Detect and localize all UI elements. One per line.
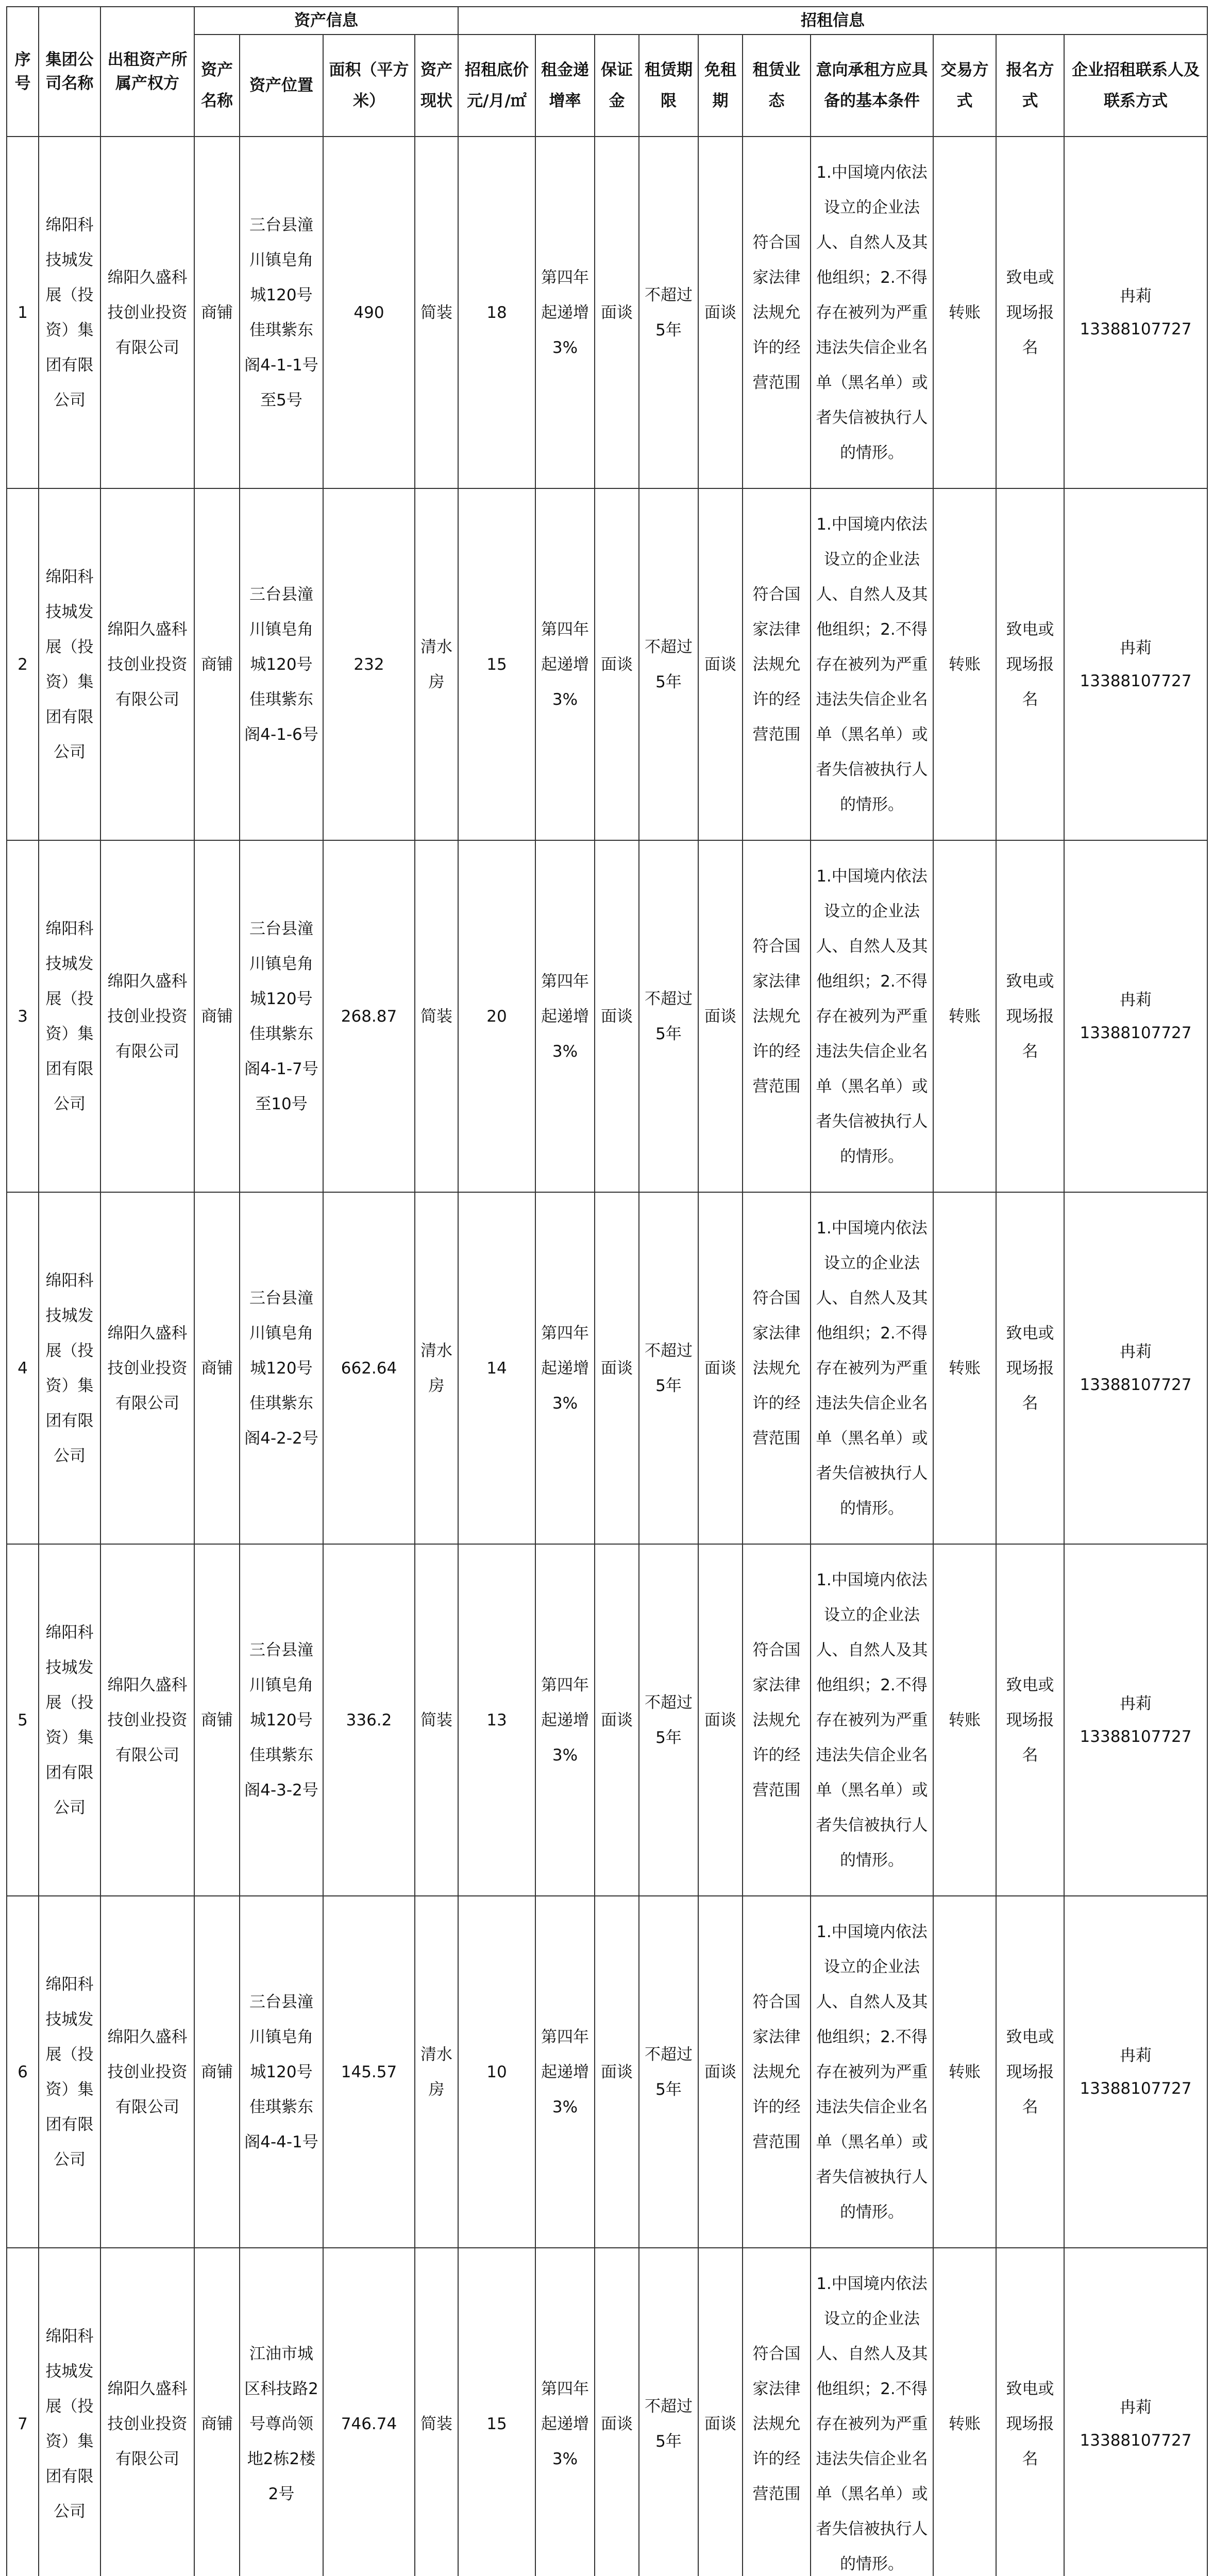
contact-name: 冉莉 (1120, 2046, 1152, 2065)
seq-cell: 7 (7, 2248, 39, 2576)
status-cell: 清水房 (415, 1896, 458, 2248)
status-cell: 简装 (415, 137, 458, 488)
payment-cell: 转账 (933, 2248, 996, 2576)
table-row (7, 840, 1207, 1192)
col-status: 资产现状 (415, 35, 458, 137)
col-tender-info: 招租信息 (458, 7, 1207, 35)
payment-cell: 转账 (933, 840, 996, 1192)
table-row (7, 1192, 1207, 1544)
term-cell: 不超过5年 (639, 840, 698, 1192)
area-cell: 662.64 (323, 1192, 415, 1544)
free-period-cell: 面谈 (698, 137, 743, 488)
contact-cell (1064, 137, 1207, 488)
contact-cell (1064, 1896, 1207, 2248)
group-cell: 绵阳科技城发展（投资）集团有限公司 (39, 1192, 100, 1544)
contact-phone: 13388107727 (1080, 2431, 1192, 2450)
col-asset-location: 资产位置 (240, 35, 323, 137)
col-seq: 序号 (7, 7, 39, 137)
owner-cell: 绵阳久盛科技创业投资有限公司 (100, 1192, 194, 1544)
col-deposit: 保证金 (595, 35, 639, 137)
asset-location-cell: 三台县潼川镇皂角城120号佳琪紫东阁4-3-2号 (240, 1544, 323, 1896)
contact-cell (1064, 488, 1207, 840)
register-cell: 致电或现场报名 (996, 488, 1064, 840)
free-period-cell: 面谈 (698, 2248, 743, 2576)
owner-cell: 绵阳久盛科技创业投资有限公司 (100, 1544, 194, 1896)
group-cell: 绵阳科技城发展（投资）集团有限公司 (39, 1544, 100, 1896)
register-cell: 致电或现场报名 (996, 1544, 1064, 1896)
col-free-period: 免租期 (698, 35, 743, 137)
conditions-cell: 1.中国境内依法设立的企业法人、自然人及其他组织；2.不得存在被列为严重违法失信企业名单（黑名单）或者失信被执行人的情形。 (811, 2248, 933, 2576)
table-row (7, 488, 1207, 840)
base-price-cell: 10 (458, 1896, 535, 2248)
owner-cell: 绵阳久盛科技创业投资有限公司 (100, 137, 194, 488)
col-contact: 企业招租联系人及联系方式 (1064, 35, 1207, 137)
contact-phone: 13388107727 (1080, 319, 1192, 338)
business-cell: 符合国家法律法规允许的经营范围 (743, 137, 811, 488)
contact-name: 冉莉 (1120, 990, 1152, 1009)
deposit-cell: 面谈 (595, 1896, 639, 2248)
group-cell: 绵阳科技城发展（投资）集团有限公司 (39, 137, 100, 488)
deposit-cell: 面谈 (595, 488, 639, 840)
increase-rate-cell: 第四年起递增3% (535, 1544, 595, 1896)
conditions-cell: 1.中国境内依法设立的企业法人、自然人及其他组织；2.不得存在被列为严重违法失信企业名单（黑名单）或者失信被执行人的情形。 (811, 1544, 933, 1896)
col-term: 租赁期限 (639, 35, 698, 137)
contact-cell (1064, 1192, 1207, 1544)
group-cell: 绵阳科技城发展（投资）集团有限公司 (39, 1896, 100, 2248)
area-cell: 232 (323, 488, 415, 840)
table-body (7, 137, 1207, 2576)
table-row (7, 1896, 1207, 2248)
asset-name-cell: 商铺 (194, 2248, 240, 2576)
business-cell: 符合国家法律法规允许的经营范围 (743, 488, 811, 840)
col-group: 集团公司名称 (39, 7, 100, 137)
base-price-cell: 15 (458, 2248, 535, 2576)
deposit-cell: 面谈 (595, 840, 639, 1192)
asset-location-cell: 江油市城区科技路2号尊尚领地2栋2楼2号 (240, 2248, 323, 2576)
register-cell: 致电或现场报名 (996, 840, 1064, 1192)
increase-rate-cell: 第四年起递增3% (535, 488, 595, 840)
payment-cell: 转账 (933, 488, 996, 840)
contact-name: 冉莉 (1120, 1342, 1152, 1361)
contact-phone: 13388107727 (1080, 671, 1192, 690)
status-cell: 简装 (415, 1544, 458, 1896)
status-cell: 简装 (415, 840, 458, 1192)
col-asset-name: 资产名称 (194, 35, 240, 137)
group-cell: 绵阳科技城发展（投资）集团有限公司 (39, 840, 100, 1192)
seq-cell: 1 (7, 137, 39, 488)
owner-cell: 绵阳久盛科技创业投资有限公司 (100, 2248, 194, 2576)
business-cell: 符合国家法律法规允许的经营范围 (743, 1896, 811, 2248)
contact-phone: 13388107727 (1080, 1727, 1192, 1746)
area-cell: 336.2 (323, 1544, 415, 1896)
payment-cell: 转账 (933, 137, 996, 488)
col-payment: 交易方式 (933, 35, 996, 137)
contact-name: 冉莉 (1120, 286, 1152, 306)
conditions-cell: 1.中国境内依法设立的企业法人、自然人及其他组织；2.不得存在被列为严重违法失信企业名单（黑名单）或者失信被执行人的情形。 (811, 137, 933, 488)
contact-phone: 13388107727 (1080, 1375, 1192, 1394)
term-cell: 不超过5年 (639, 488, 698, 840)
conditions-cell: 1.中国境内依法设立的企业法人、自然人及其他组织；2.不得存在被列为严重违法失信企业名单（黑名单）或者失信被执行人的情形。 (811, 1192, 933, 1544)
increase-rate-cell: 第四年起递增3% (535, 1192, 595, 1544)
deposit-cell: 面谈 (595, 137, 639, 488)
conditions-cell: 1.中国境内依法设立的企业法人、自然人及其他组织；2.不得存在被列为严重违法失信企业名单（黑名单）或者失信被执行人的情形。 (811, 488, 933, 840)
col-asset-info: 资产信息 (194, 7, 458, 35)
seq-cell: 3 (7, 840, 39, 1192)
asset-name-cell: 商铺 (194, 1192, 240, 1544)
term-cell: 不超过5年 (639, 1192, 698, 1544)
asset-name-cell: 商铺 (194, 137, 240, 488)
term-cell: 不超过5年 (639, 1896, 698, 2248)
free-period-cell: 面谈 (698, 1192, 743, 1544)
contact-name: 冉莉 (1120, 2398, 1152, 2417)
register-cell: 致电或现场报名 (996, 1896, 1064, 2248)
deposit-cell: 面谈 (595, 1192, 639, 1544)
table-row (7, 2248, 1207, 2576)
register-cell: 致电或现场报名 (996, 2248, 1064, 2576)
contact-name: 冉莉 (1120, 1694, 1152, 1713)
status-cell: 简装 (415, 2248, 458, 2576)
col-owner: 出租资产所属产权方 (100, 7, 194, 137)
deposit-cell: 面谈 (595, 2248, 639, 2576)
seq-cell: 2 (7, 488, 39, 840)
increase-rate-cell: 第四年起递增3% (535, 2248, 595, 2576)
base-price-cell: 18 (458, 137, 535, 488)
area-cell: 145.57 (323, 1896, 415, 2248)
payment-cell: 转账 (933, 1192, 996, 1544)
owner-cell: 绵阳久盛科技创业投资有限公司 (100, 1896, 194, 2248)
contact-phone: 13388107727 (1080, 2079, 1192, 2098)
business-cell: 符合国家法律法规允许的经营范围 (743, 2248, 811, 2576)
conditions-cell: 1.中国境内依法设立的企业法人、自然人及其他组织；2.不得存在被列为严重违法失信企业名单（黑名单）或者失信被执行人的情形。 (811, 840, 933, 1192)
free-period-cell: 面谈 (698, 840, 743, 1192)
register-cell: 致电或现场报名 (996, 137, 1064, 488)
lease-table (6, 6, 1208, 2576)
conditions-cell: 1.中国境内依法设立的企业法人、自然人及其他组织；2.不得存在被列为严重违法失信企业名单（黑名单）或者失信被执行人的情形。 (811, 1896, 933, 2248)
col-base-price: 招租底价元/月/㎡ (458, 35, 535, 137)
status-cell: 清水房 (415, 1192, 458, 1544)
base-price-cell: 14 (458, 1192, 535, 1544)
area-cell: 746.74 (323, 2248, 415, 2576)
increase-rate-cell: 第四年起递增3% (535, 1896, 595, 2248)
asset-location-cell: 三台县潼川镇皂角城120号佳琪紫东阁4-4-1号 (240, 1896, 323, 2248)
payment-cell: 转账 (933, 1896, 996, 2248)
deposit-cell: 面谈 (595, 1544, 639, 1896)
asset-name-cell: 商铺 (194, 1896, 240, 2248)
increase-rate-cell: 第四年起递增3% (535, 840, 595, 1192)
base-price-cell: 13 (458, 1544, 535, 1896)
payment-cell: 转账 (933, 1544, 996, 1896)
asset-location-cell: 三台县潼川镇皂角城120号佳琪紫东阁4-2-2号 (240, 1192, 323, 1544)
free-period-cell: 面谈 (698, 488, 743, 840)
business-cell: 符合国家法律法规允许的经营范围 (743, 840, 811, 1192)
header-row-top (7, 7, 1207, 35)
term-cell: 不超过5年 (639, 2248, 698, 2576)
owner-cell: 绵阳久盛科技创业投资有限公司 (100, 840, 194, 1192)
contact-cell (1064, 840, 1207, 1192)
contact-cell (1064, 2248, 1207, 2576)
base-price-cell: 20 (458, 840, 535, 1192)
col-area: 面积（平方米） (323, 35, 415, 137)
increase-rate-cell: 第四年起递增3% (535, 137, 595, 488)
term-cell: 不超过5年 (639, 137, 698, 488)
term-cell: 不超过5年 (639, 1544, 698, 1896)
status-cell: 清水房 (415, 488, 458, 840)
asset-location-cell: 三台县潼川镇皂角城120号佳琪紫东阁4-1-6号 (240, 488, 323, 840)
contact-cell (1064, 1544, 1207, 1896)
group-cell: 绵阳科技城发展（投资）集团有限公司 (39, 488, 100, 840)
asset-location-cell: 三台县潼川镇皂角城120号佳琪紫东阁4-1-7号至10号 (240, 840, 323, 1192)
register-cell: 致电或现场报名 (996, 1192, 1064, 1544)
owner-cell: 绵阳久盛科技创业投资有限公司 (100, 488, 194, 840)
asset-name-cell: 商铺 (194, 840, 240, 1192)
table-row (7, 137, 1207, 488)
area-cell: 490 (323, 137, 415, 488)
business-cell: 符合国家法律法规允许的经营范围 (743, 1544, 811, 1896)
seq-cell: 6 (7, 1896, 39, 2248)
col-register: 报名方式 (996, 35, 1064, 137)
asset-name-cell: 商铺 (194, 488, 240, 840)
free-period-cell: 面谈 (698, 1544, 743, 1896)
contact-phone: 13388107727 (1080, 1023, 1192, 1042)
business-cell: 符合国家法律法规允许的经营范围 (743, 1192, 811, 1544)
asset-name-cell: 商铺 (194, 1544, 240, 1896)
seq-cell: 5 (7, 1544, 39, 1896)
col-increase-rate: 租金递增率 (535, 35, 595, 137)
table-row (7, 1544, 1207, 1896)
contact-name: 冉莉 (1120, 638, 1152, 657)
base-price-cell: 15 (458, 488, 535, 840)
seq-cell: 4 (7, 1192, 39, 1544)
col-conditions: 意向承租方应具备的基本条件 (811, 35, 933, 137)
col-business: 租赁业态 (743, 35, 811, 137)
free-period-cell: 面谈 (698, 1896, 743, 2248)
asset-location-cell: 三台县潼川镇皂角城120号佳琪紫东阁4-1-1号至5号 (240, 137, 323, 488)
group-cell: 绵阳科技城发展（投资）集团有限公司 (39, 2248, 100, 2576)
area-cell: 268.87 (323, 840, 415, 1192)
